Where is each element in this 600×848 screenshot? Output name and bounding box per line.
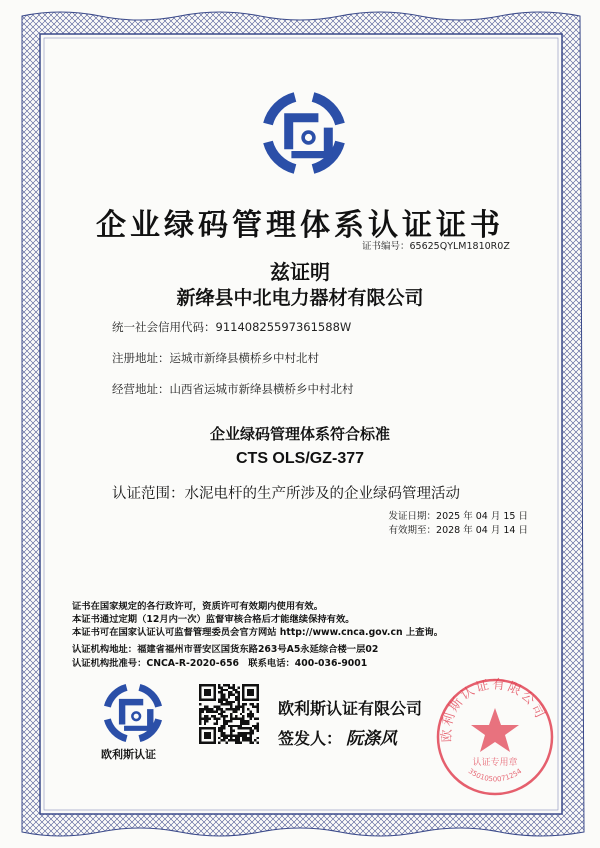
company-name: 新绛县中北电力器材有限公司 xyxy=(176,287,424,309)
note-line: 认证机构地址：福建省福州市晋安区国货东路263号A5永延综合楼一层02 xyxy=(72,644,379,655)
certificate-number: 证书编号：65625QYLM1810R0Z xyxy=(362,241,510,252)
svg-text:3501050071254 xyxy=(467,767,524,784)
note-line: 本证书可在国家认证认可监督管理委员会官方网站 http://www.cnca.gov.cn 上查询。 xyxy=(72,627,444,638)
attest-heading: 兹证明 xyxy=(270,260,330,284)
official-seal xyxy=(430,672,560,802)
issuer-name: 欧利斯认证有限公司 xyxy=(278,699,423,718)
issuer-logo-label: 欧利斯认证 xyxy=(101,748,156,761)
registered-address: 注册地址：运城市新绛县横桥乡中村北村 xyxy=(112,351,319,365)
credit-code: 统一社会信用代码：91140825597361588W xyxy=(112,320,352,334)
issue-date: 发证日期：2025 年 04 月 15 日 xyxy=(388,511,528,522)
standard-code: CTS OLS/GZ-377 xyxy=(235,450,365,467)
operating-address: 经营地址：山西省运城市新绛县横桥乡中村北村 xyxy=(112,382,354,396)
certification-scope: 认证范围：水泥电杆的生产所涉及的企业绿码管理活动 xyxy=(112,486,460,502)
note-line: 认证机构批准号：CNCA-R-2020-656 联系电话：400-036-9001 xyxy=(72,658,368,669)
standard-title: 企业绿码管理体系符合标准 xyxy=(209,425,390,443)
note-line: 本证书通过定期（12月内一次）监督审核合格后才能继续保持有效。 xyxy=(72,614,355,625)
signature: 阮涤风 xyxy=(346,729,398,749)
certificate-title: 企业绿码管理体系认证证书 xyxy=(96,208,504,243)
seal-number: 3501050071254 xyxy=(466,767,524,784)
certification-logo xyxy=(259,88,349,178)
issuer-logo xyxy=(101,681,165,745)
signer xyxy=(278,724,397,749)
expiry-date: 有效期至：2028 年 04 月 14 日 xyxy=(388,525,528,536)
seal-text: 欧利斯认证有限公司 xyxy=(439,677,548,743)
note-line: 证书在国家规定的各行政许可，资质许可有效期内使用有效。 xyxy=(72,601,324,612)
signer-label: 签发人： xyxy=(278,729,343,748)
seal-subtext: 认证专用章 xyxy=(472,758,518,768)
qr-code[interactable] xyxy=(199,684,259,744)
